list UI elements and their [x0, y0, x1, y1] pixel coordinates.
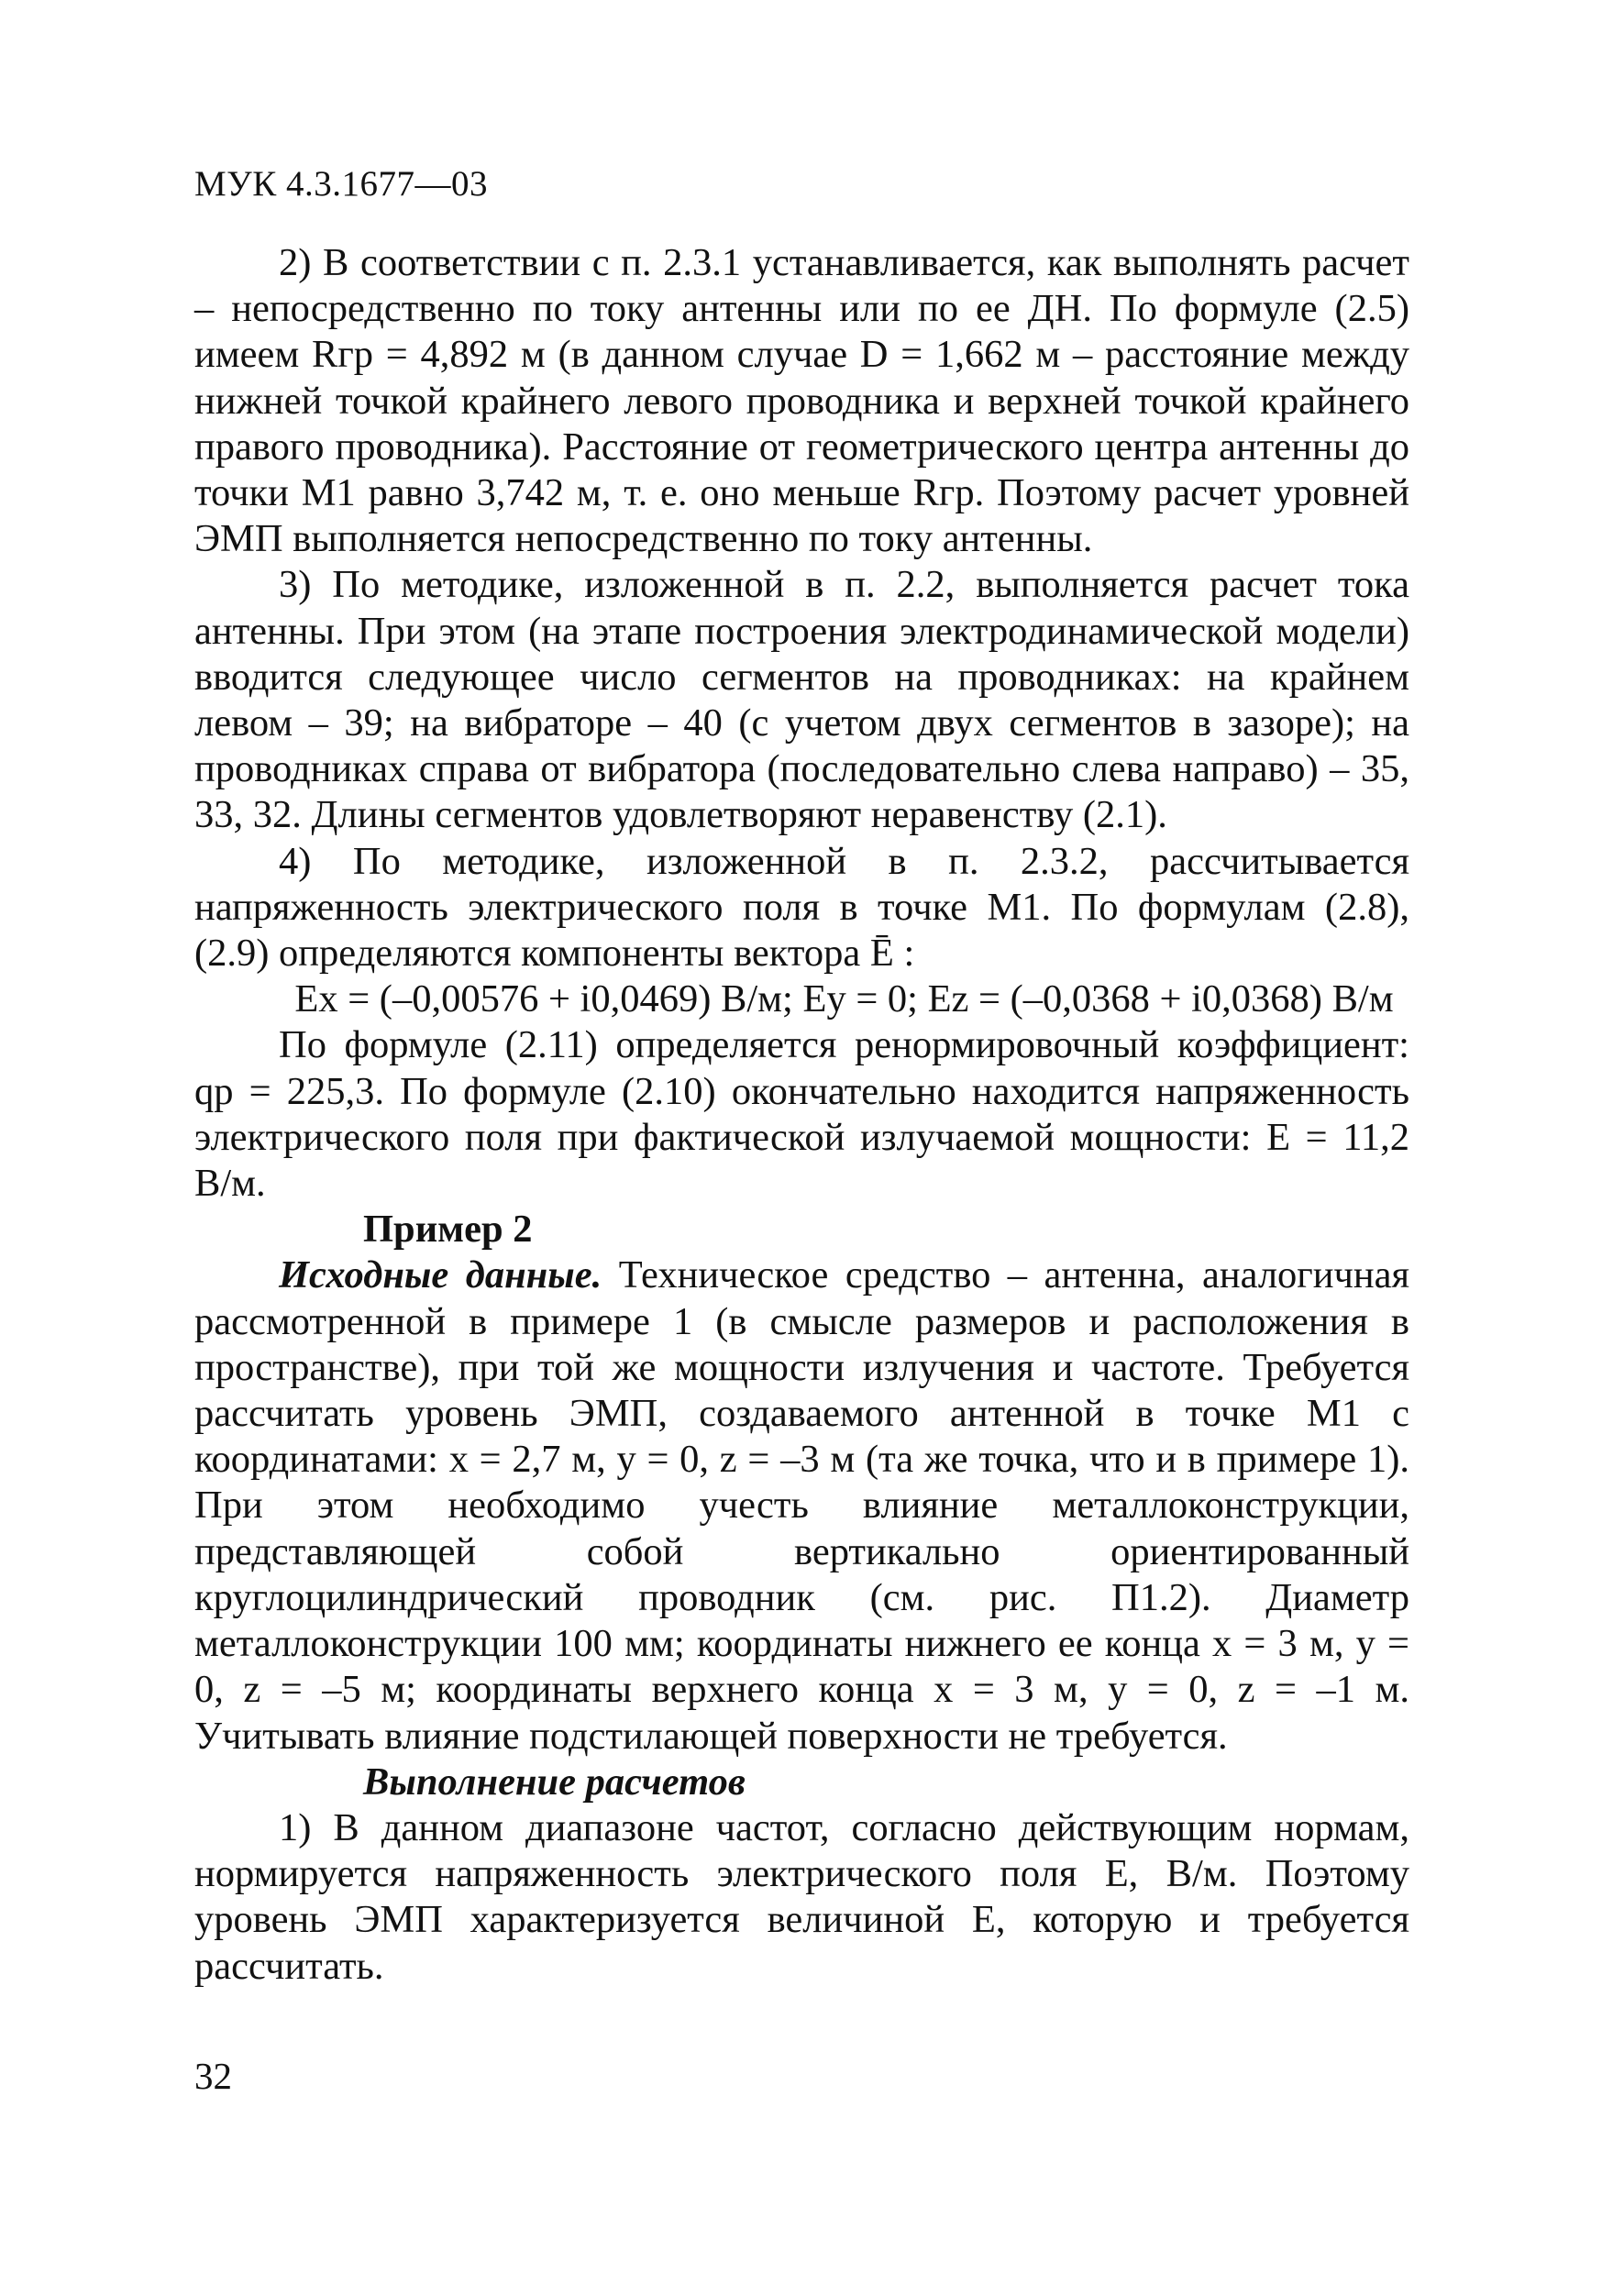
- calculation-heading: Выполнение расчетов: [363, 1760, 746, 1804]
- page-body: [194, 240, 1409, 1990]
- initial-data-label: Исходные данные.: [279, 1253, 602, 1297]
- paragraph-initial-data: [194, 1252, 1409, 1759]
- paragraph-calc-step-1: 1) В данном диапазоне частот, согласно действующим нормам, нормируется напряженность электрического поля E, В/м. Поэтому уровень ЭМП характеризуется величиной E, которую и требуется рассчитать.: [194, 1805, 1409, 1988]
- paragraph-renormalization: По формуле (2.11) определяется ренормировочный коэффициент: qр = 225,3. По формуле (2.10) окончательно находится напряженность электрического поля при фактической излучаемой мощности: E = 11,2 В/м.: [194, 1023, 1409, 1206]
- paragraph-step-2: 2) В соответствии с п. 2.3.1 устанавливается, как выполнять расчет – непосредственно по току антенны или по ее ДН. По формуле (2.5) имеем Rгр = 4,892 м (в данном случае D = 1,662 м – расстояние между нижней точкой крайнего левого проводника и верхней точкой крайнего правого проводника). Расстояние от геометрического центра антенны до точки М1 равно 3,742 м, т. е. оно меньше Rгр. Поэтому расчет уровней ЭМП выполняется непосредственно по току антенны.: [194, 241, 1409, 561]
- page-number: 32: [194, 2055, 232, 2097]
- paragraph-step-4: 4) По методике, изложенной в п. 2.3.2, рассчитывается напряженность электрического поля в точке М1. По формулам (2.8), (2.9) определяются компоненты вектора Ē :: [194, 839, 1409, 976]
- field-components-formula: Ex = (–0,00576 + i0,0469) В/м; Ey = 0; Ez = (–0,0368 + i0,0368) В/м: [294, 977, 1394, 1021]
- initial-data-text: Техническое средство – антенна, аналогичная рассмотренной в примере 1 (в смысле размеров и расположения в пространстве), при той же мощности излучения и частоте. Требуется рассчитать уровень ЭМП, создаваемого антенной в точке М1 с координатами: x = 2,7 м, y = 0, z = –3 м (та же точка, что и в примере 1). При этом необходимо учесть влияние металлоконструкции, представляющей собой вертикально ориентированный круглоцилиндрический проводник (см. рис. П1.2). Диаметр металлоконструкции 100 мм; координаты нижнего ее конца x = 3 м, y = 0, z = –5 м; координаты верхнего конца x = 3 м, y = 0, z = –1 м. Учитывать влияние подстилающей поверхности не требуется.: [194, 1253, 1410, 1758]
- example-2-heading: Пример 2: [363, 1208, 533, 1252]
- document-code-header: МУК 4.3.1677—03: [194, 164, 489, 204]
- paragraph-step-3: 3) По методике, изложенной в п. 2.2, выполняется расчет тока антенны. При этом (на этапе построения электродинамической модели) вводится следующее число сегментов на проводниках: на крайнем левом – 39; на вибраторе – 40 (с учетом двух сегментов в зазоре); на проводниках справа от вибратора (последовательно слева направо) – 35, 33, 32. Длины сегментов удовлетворяют неравенству (2.1).: [194, 563, 1409, 837]
